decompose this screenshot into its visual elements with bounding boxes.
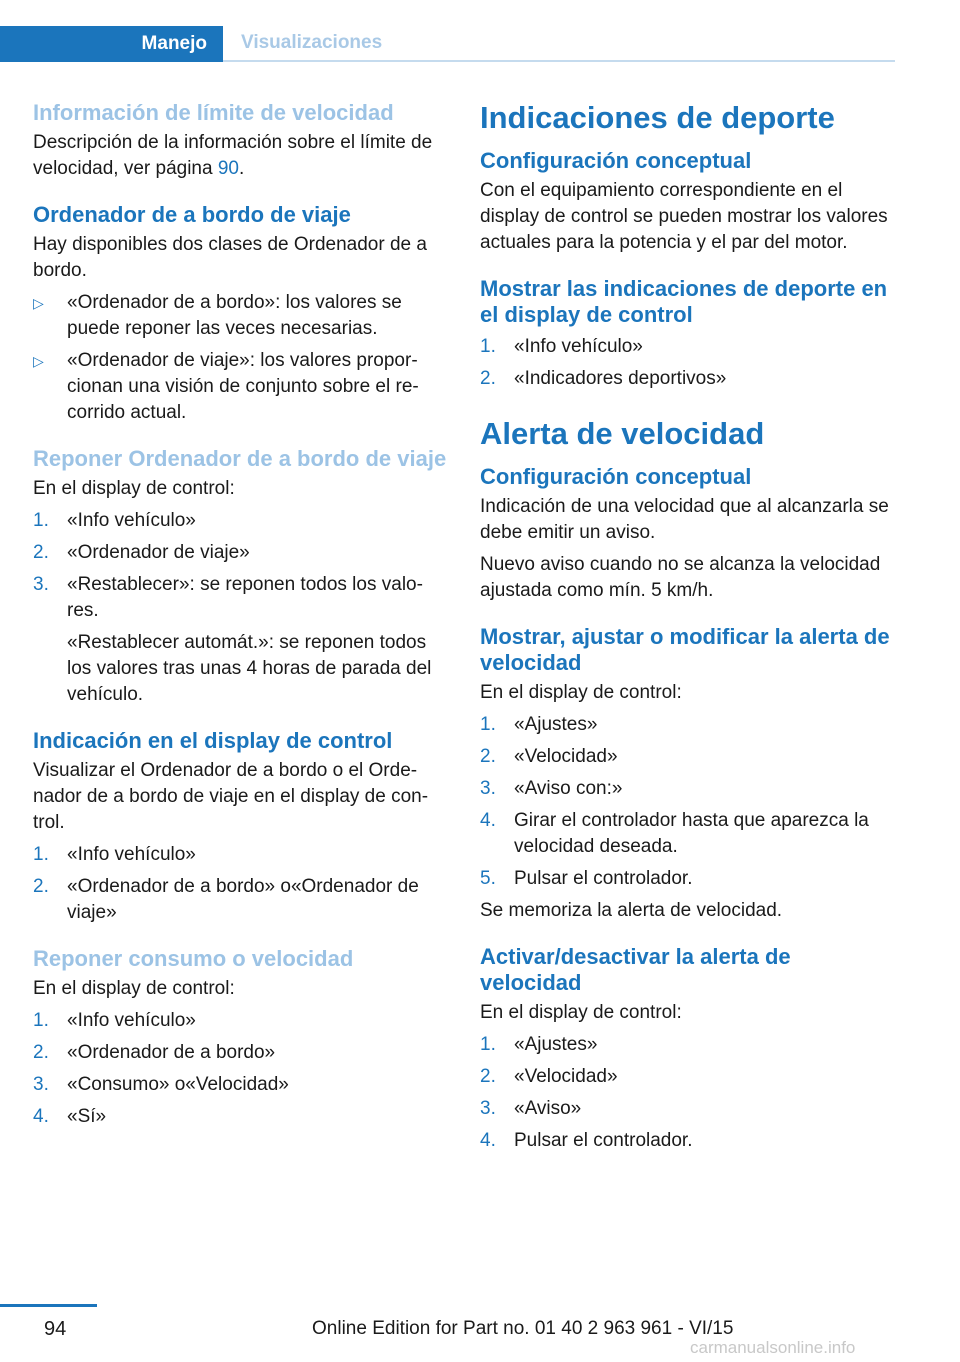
heading-display-indication: Indicación en el display de control <box>33 728 393 753</box>
right-column <box>480 100 898 1174</box>
list-item: 3. «Consumo» o«Velocidad» <box>33 1074 289 1095</box>
paragraph-toggle-speed-warning: En el display de control: <box>480 1002 682 1023</box>
heading-reset-consumption: Reponer consumo o velocidad <box>33 946 354 971</box>
header-rule <box>223 60 895 62</box>
page-header <box>0 26 895 62</box>
paragraph-concept-sport: Con el equipamiento correspondiente en el display de control se pueden mostrar los valores actuales para la potencia y el par del motor. <box>480 180 888 253</box>
left-column <box>33 100 448 1150</box>
edition-note: Online Edition for Part no. 01 40 2 963 961 - VI/15 <box>312 1318 734 1339</box>
section-reset-trip-computer <box>33 446 448 708</box>
footer-rule <box>0 1304 97 1307</box>
section-speed-limit-info <box>33 100 448 182</box>
page-reference-link[interactable]: 90 <box>217 158 239 179</box>
list-item: 3. «Aviso» <box>480 1098 582 1119</box>
list-item: 1. «Info vehículo» <box>33 1010 196 1031</box>
triangle-bullet-icon: ▷ <box>33 353 44 369</box>
list-item: 2. «Ordenador de viaje» <box>33 542 250 563</box>
section-trip-computer <box>33 202 448 426</box>
step-list <box>480 712 898 892</box>
step-list <box>480 334 898 392</box>
step-list <box>33 842 448 926</box>
list-item: 4. Girar el controlador hasta que aparezca la velocidad deseada. <box>480 810 869 857</box>
triangle-bullet-icon: ▷ <box>33 295 44 311</box>
list-item: 2. «Velocidad» <box>480 746 618 767</box>
list-item: 1. «Info vehículo» <box>480 336 643 357</box>
list-item: 2. «Ordenador de a bordo» o«Ordenador de viaje» <box>33 876 419 923</box>
page-number: 94 <box>44 1318 67 1340</box>
heading-toggle-speed-warning: Activar/desactivar la alerta de velocidad <box>480 944 791 995</box>
paragraph-reset-consumption: En el display de control: <box>33 978 235 999</box>
section-toggle-speed-warning <box>480 944 898 1154</box>
step-note: «Restablecer automát.»: se reponen todos los valores tras unas 4 horas de parada del vehículo. <box>67 632 432 705</box>
paragraph-display-indication: Visualizar el Ordenador de a bordo o el Ordenador de a bordo de viaje en el display de control. <box>33 760 429 833</box>
heading-speed-warning: Alerta de velocidad <box>480 416 765 451</box>
section-title: Manejo <box>141 33 207 54</box>
paragraph-reset-trip-computer: En el display de control: <box>33 478 235 499</box>
list-item: ▷ «Ordenador de viaje»: los valores proporcionan una visión de conjunto sobre el recorrido actual. <box>33 350 419 423</box>
list-item: 3. «Aviso con:» <box>480 778 623 799</box>
subsection-title: Visualizaciones <box>241 32 383 53</box>
heading-speed-limit-info: Información de límite de velocidad <box>33 100 394 125</box>
list-item: 2. «Indicadores deportivos» <box>480 368 727 389</box>
heading-sport-displays: Indicaciones de deporte <box>480 100 835 135</box>
section-concept-sport <box>480 148 898 256</box>
section-display-indication <box>33 728 448 926</box>
list-item: 3. «Restablecer»: se reponen todos los valores. «Restablecer automát.»: se reponen todos los valores tras unas 4 horas de parada del vehículo. <box>33 572 448 708</box>
list-item: ▷ «Ordenador de a bordo»: los valores se puede reponer las veces necesarias. <box>33 292 402 339</box>
list-item: 1. «Info vehículo» <box>33 844 196 865</box>
paragraph-speed-warning-a: Indicación de una velocidad que al alcanzarla se debe emitir un aviso. <box>480 496 889 543</box>
paragraph-speed-limit-info: Descripción de la información sobre el límite de velocidad, ver página 90. <box>33 132 433 179</box>
list-item: 1. «Ajustes» <box>480 714 598 735</box>
section-set-speed-warning <box>480 624 898 924</box>
list-item: 2. «Velocidad» <box>480 1066 618 1087</box>
list-item: 1. «Info vehículo» <box>33 510 196 531</box>
watermark: carmanualsonline.info <box>690 1338 856 1357</box>
heading-trip-computer: Ordenador de a bordo de viaje <box>33 202 351 227</box>
step-list <box>33 508 448 708</box>
heading-show-sport-displays: Mostrar las indicaciones de deporte en el display de control <box>480 276 888 327</box>
section-show-sport-displays <box>480 276 898 392</box>
step-list <box>33 1008 448 1130</box>
list-item: 4. Pulsar el controlador. <box>480 1130 693 1151</box>
heading-concept-sport: Configuración conceptual <box>480 148 752 173</box>
paragraph-speed-warning-b: Nuevo aviso cuando no se alcanza la velocidad ajustada como mín. 5 km/h. <box>480 554 881 601</box>
heading-concept-speed-warning: Configuración conceptual <box>480 464 752 489</box>
list-item: 5. Pulsar el controlador. <box>480 868 693 889</box>
list-item: 4. «Sí» <box>33 1106 107 1127</box>
heading-reset-trip-computer: Reponer Ordenador de a bordo de viaje <box>33 446 447 471</box>
paragraph-speed-warning-saved: Se memoriza la alerta de velocidad. <box>480 900 783 921</box>
paragraph-trip-computer: Hay disponibles dos clases de Ordenador de a bordo. <box>33 234 427 281</box>
step-list <box>480 1032 898 1154</box>
section-reset-consumption <box>33 946 448 1130</box>
heading-set-speed-warning: Mostrar, ajustar o modificar la alerta de velocidad <box>480 624 890 675</box>
list-item: 1. «Ajustes» <box>480 1034 598 1055</box>
list-item: 2. «Ordenador de a bordo» <box>33 1042 276 1063</box>
bullet-list <box>33 290 448 426</box>
section-concept-speed-warning <box>480 464 898 604</box>
section-tab <box>0 26 223 62</box>
paragraph-set-speed-warning: En el display de control: <box>480 682 682 703</box>
